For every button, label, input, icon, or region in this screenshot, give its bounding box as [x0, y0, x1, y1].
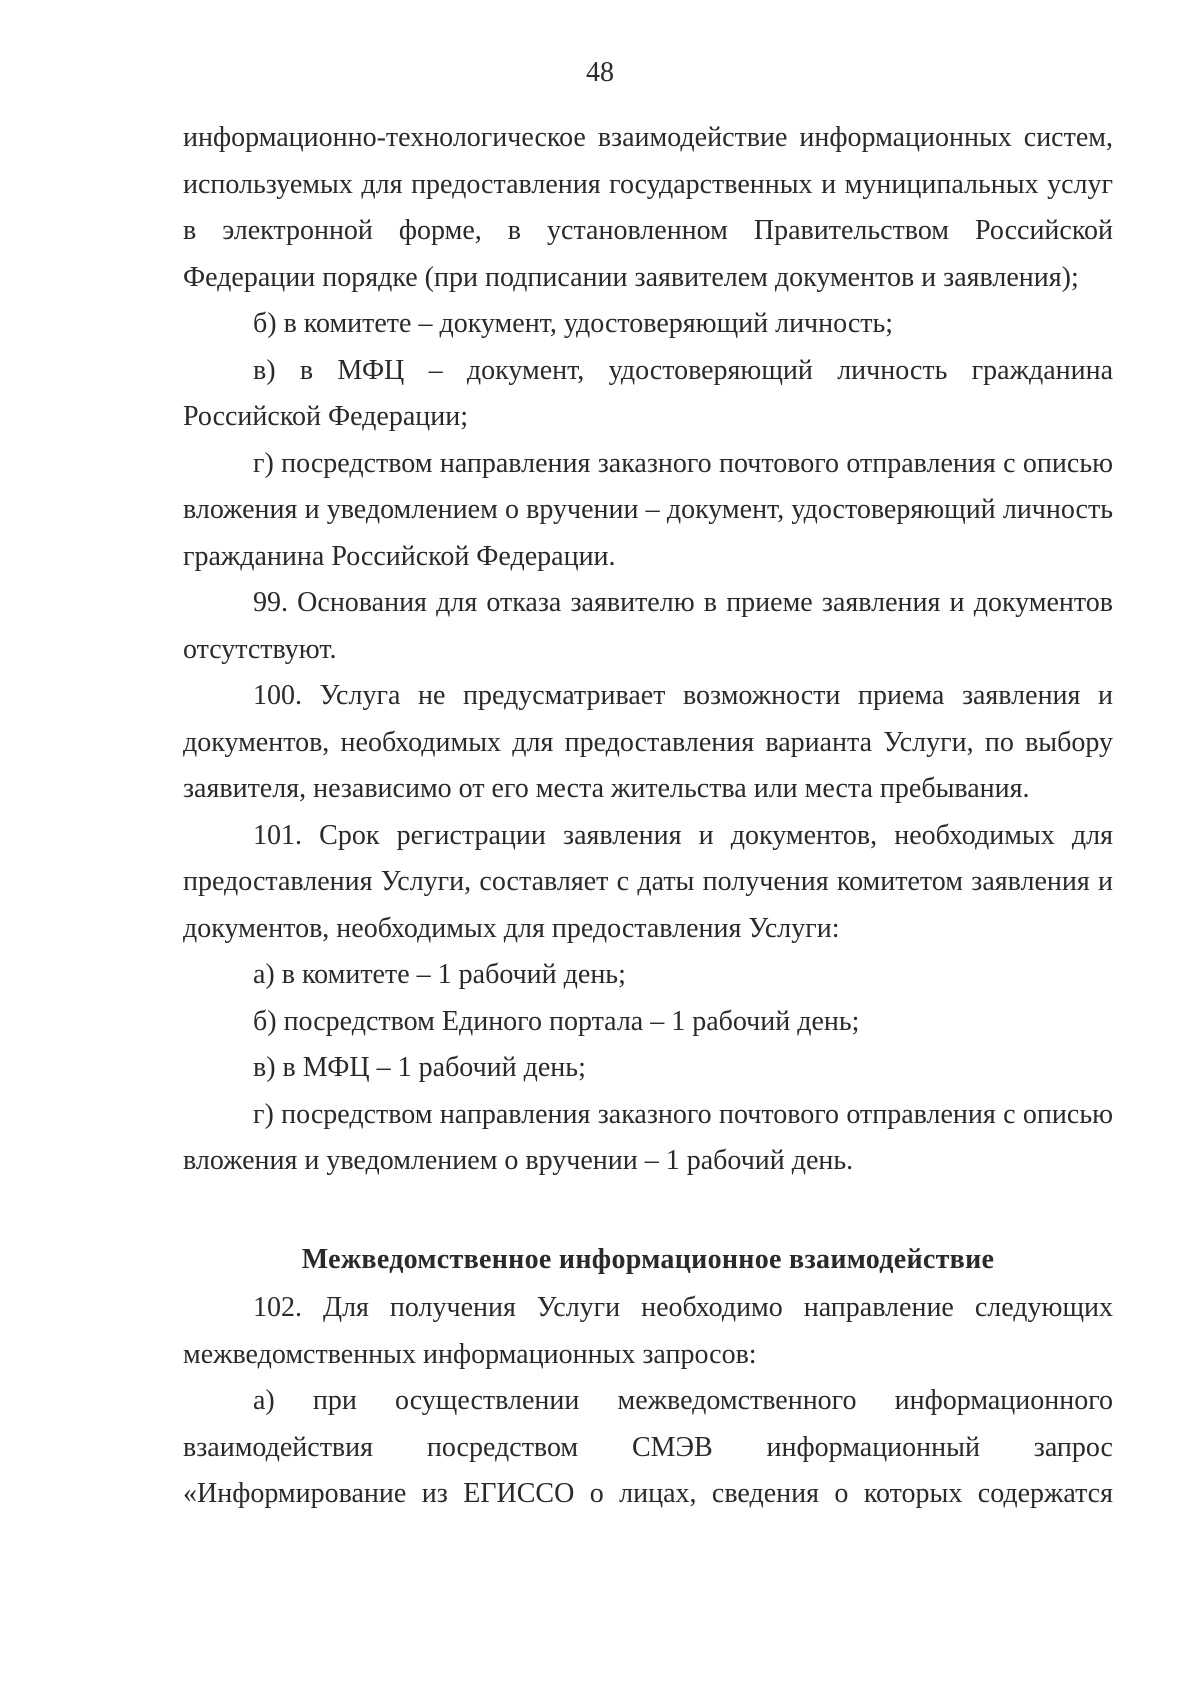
- paragraph-continuation: информационно-технологическое взаимодействие информационных систем, используемых для предоставления государственных и муниципальных услуг в электронной форме, в установленном Правительством Российской Федерации порядке (при подписании заявителем документов и заявления);: [183, 122, 1113, 293]
- paragraph-101: 101. Срок регистрации заявления и документов, необходимых для предоставления Услуги, составляет с даты получения комитетом заявления и документов, необходимых для предоставления Услуги:: [183, 819, 1113, 944]
- section-heading: Межведомственное информационное взаимодействие: [301, 1243, 995, 1275]
- paragraph-100: 100. Услуга не предусматривает возможности приема заявления и документов, необходимых для предоставления варианта Услуги, по выбору заявителя, независимо от его места жительства или места пребывания.: [183, 680, 1113, 804]
- list-item-g-post: г) посредством направления заказного почтового отправления с описью вложения и уведомлением о вручении – документ, удостоверяющий личность гражданина Российской Федерации.: [183, 447, 1113, 572]
- list-item-v-mfc: в) в МФЦ – документ, удостоверяющий личность гражданина Российской Федерации;: [183, 354, 1113, 432]
- list-item-101-a: а) в комитете – 1 рабочий день;: [253, 959, 626, 990]
- paragraph-99: 99. Основания для отказа заявителю в приеме заявления и документов отсутствуют.: [183, 587, 1113, 665]
- document-body: [183, 115, 1113, 1518]
- paragraph-102: 102. Для получения Услуги необходимо направление следующих межведомственных информационных запросов:: [183, 1292, 1113, 1370]
- list-item-101-b: б) посредством Единого портала – 1 рабочий день;: [253, 1005, 860, 1037]
- list-item-b-committee: б) в комитете – документ, удостоверяющий личность;: [253, 308, 894, 339]
- list-item-101-v: в) в МФЦ – 1 рабочий день;: [253, 1052, 586, 1083]
- list-item-102-a: а) при осуществлении межведомственного информационного взаимодействия посредством СМЭВ информационный запрос «Информирование из ЕГИССО о лицах, сведения о которых содержатся: [183, 1385, 1113, 1509]
- list-item-101-g: г) посредством направления заказного почтового отправления с описью вложения и уведомлением о вручении – 1 рабочий день.: [183, 1098, 1113, 1176]
- page-number: 48: [586, 57, 614, 88]
